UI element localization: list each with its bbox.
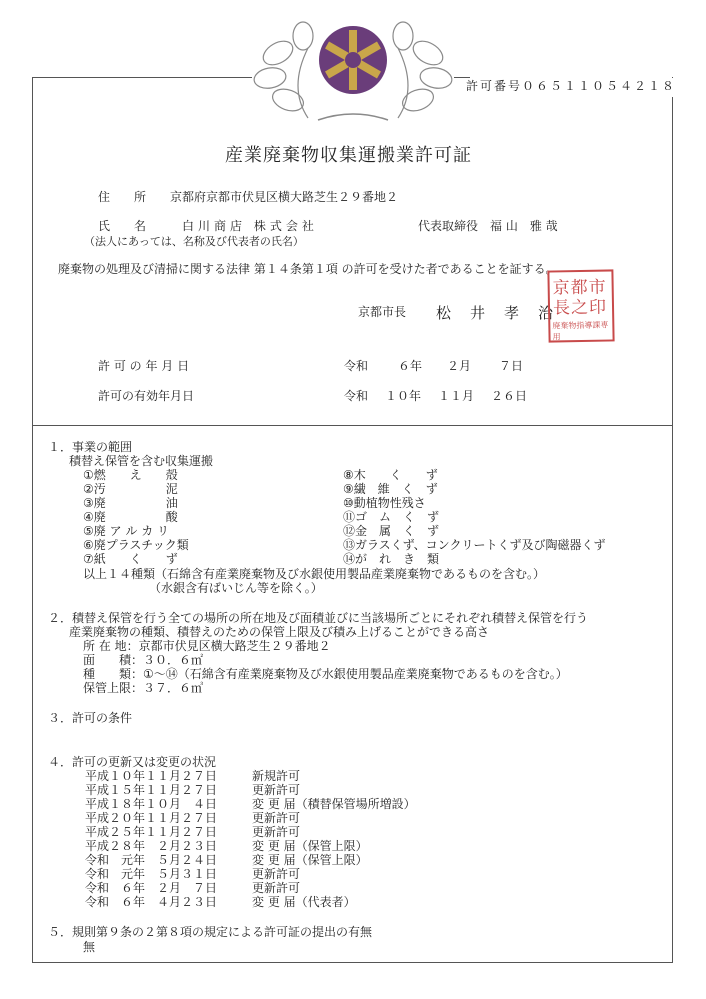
waste-item: ⑧木 く ず [343,468,438,482]
history-date: 令和 元年 ５月２４日 [85,853,218,867]
frame-top-left [32,77,252,78]
permit-date-month: ２月 [447,359,472,373]
paulownia-leaves-right [393,22,453,118]
waste-item: ⑬ガラスくず、コンクリートくず及び陶磁器くず [343,538,606,552]
permit-number: 許可番号０６５１１０５４２１８ [466,79,677,93]
history-event: 更新許可 [252,811,301,825]
expiry-date-era: 令和 [344,389,369,403]
history-event: 変 更 届（積替保管場所増設） [252,797,416,811]
history-date: 令和 ６年 ２月 ７日 [85,881,218,895]
section-5-heading: ５．規則第９条の２第８項の規定による許可証の提出の有無 [48,925,373,939]
frame-right [672,97,673,963]
section-1-sub: 積替え保管を含む収集運搬 [69,454,214,468]
seal-line-3: 廃棄物指導課専用 [552,320,609,342]
waste-item: ④廃 酸 [83,510,178,524]
frame-top-end [672,77,673,78]
waste-item: ⑥廃プラスチック類 [83,538,189,552]
frame-bottom [32,962,673,963]
mayor-name: 松 井 孝 治 [436,304,556,322]
waste-item: ①燃 え 殻 [83,468,178,482]
company-name: 白川商店 株式会社 [182,219,318,233]
history-event: 更新許可 [252,867,301,881]
history-date: 平成１０年１１月２７日 [85,769,218,783]
frame-divider [32,425,673,426]
history-event: 更新許可 [252,825,301,839]
permit-date-day: ７日 [499,359,524,373]
permit-date-year: ６年 [398,359,423,373]
history-date: 平成１５年１１月２７日 [85,783,218,797]
section-2-heading: ２．積替え保管を行う全ての場所の所在地及び面積並びに当該場所ごとにそれぞれ積替え保管を行う [48,611,589,625]
waste-item: ⑨繊 維 く ず [343,482,438,496]
waste-item: ⑦紙 く ず [83,552,178,566]
section-2-heading-cont: 産業廃棄物の種類、積替えのための保管上限及び積み上げることができる高さ [69,625,490,639]
address-value: 京都府京都市伏見区横大路芝生２９番地２ [170,190,399,204]
history-event: 新規許可 [252,769,301,783]
waste-item: ⑤廃 ア ル カ リ [83,524,170,538]
seal-line-2: 長之印 [552,297,608,319]
expiry-date-day: ２６日 [491,389,528,403]
storage-location: 所 在 地：京都市伏見区横大路芝生２９番地２ [83,639,331,653]
waste-item: ⑩動植物性残さ [343,496,426,510]
waste-item: ⑭が れ き 類 [343,552,440,566]
expiry-date-label: 許可の有効年月日 [98,389,195,403]
storage-types: 種 類：①～⑭（石綿含有産業廃棄物及び水銀使用製品産業廃棄物であるものを含む。） [83,667,568,681]
name-note: （法人にあっては、名称及び代表者の氏名） [84,235,304,248]
permit-date-label: 許 可 の 年 月 日 [98,359,190,373]
representative: 代表取締役 福 山 雅 哉 [418,219,558,233]
history-event: 更新許可 [252,881,301,895]
waste-item: ⑪ゴ ム く ず [343,510,440,524]
storage-area: 面 積：３０．６㎡ [83,653,204,667]
section-1-total: 以上１４種類（石綿含有産業廃棄物及び水銀使用製品産業廃棄物であるものを含む。） [83,567,546,581]
waste-item: ③廃 油 [83,496,178,510]
storage-limit: 保管上限：３７．６㎥ [83,681,204,695]
history-event: 変 更 届（保管上限） [252,853,368,867]
frame-left [32,77,33,963]
history-date: 令和 ６年 ４月２３日 [85,895,218,909]
history-date: 平成２８年 ２月２３日 [85,839,218,853]
history-date: 平成２５年１１月２７日 [85,825,218,839]
name-label: 氏 名 [98,219,147,233]
history-event: 更新許可 [252,783,301,797]
page-title: 産業廃棄物収集運搬業許可証 [225,145,472,166]
permit-date-era: 令和 [344,359,369,373]
section-5-value: 無 [83,940,96,954]
waste-item: ②汚 泥 [83,482,178,496]
waste-item: ⑫金 属 く ず [343,524,440,538]
section-4-heading: ４．許可の更新又は変更の状況 [48,755,217,769]
paulownia-leaves-left [253,22,313,118]
address-label: 住 所 [98,190,147,204]
history-event: 変 更 届（代表者） [252,895,356,909]
official-seal [547,269,614,342]
section-1-heading: １．事業の範囲 [48,440,133,454]
seal-line-1: 京都市 [552,277,607,299]
history-date: 平成２０年１１月２７日 [85,811,218,825]
mayor-label: 京都市長 [358,305,407,319]
section-1-note: （水銀含有ばいじん等を除く。） [149,581,323,595]
city-emblem [248,8,458,128]
section-3-heading: ３．許可の条件 [48,711,133,725]
certify-text: 廃棄物の処理及び清掃に関する法律 第１４条第１項 の許可を受けた者であることを証する。 [58,262,558,276]
history-event: 変 更 届（保管上限） [252,839,368,853]
history-date: 令和 元年 ５月３１日 [85,867,218,881]
history-date: 平成１８年１０月 ４日 [85,797,218,811]
expiry-date-year: １０年 [385,389,422,403]
expiry-date-month: １１月 [438,389,475,403]
